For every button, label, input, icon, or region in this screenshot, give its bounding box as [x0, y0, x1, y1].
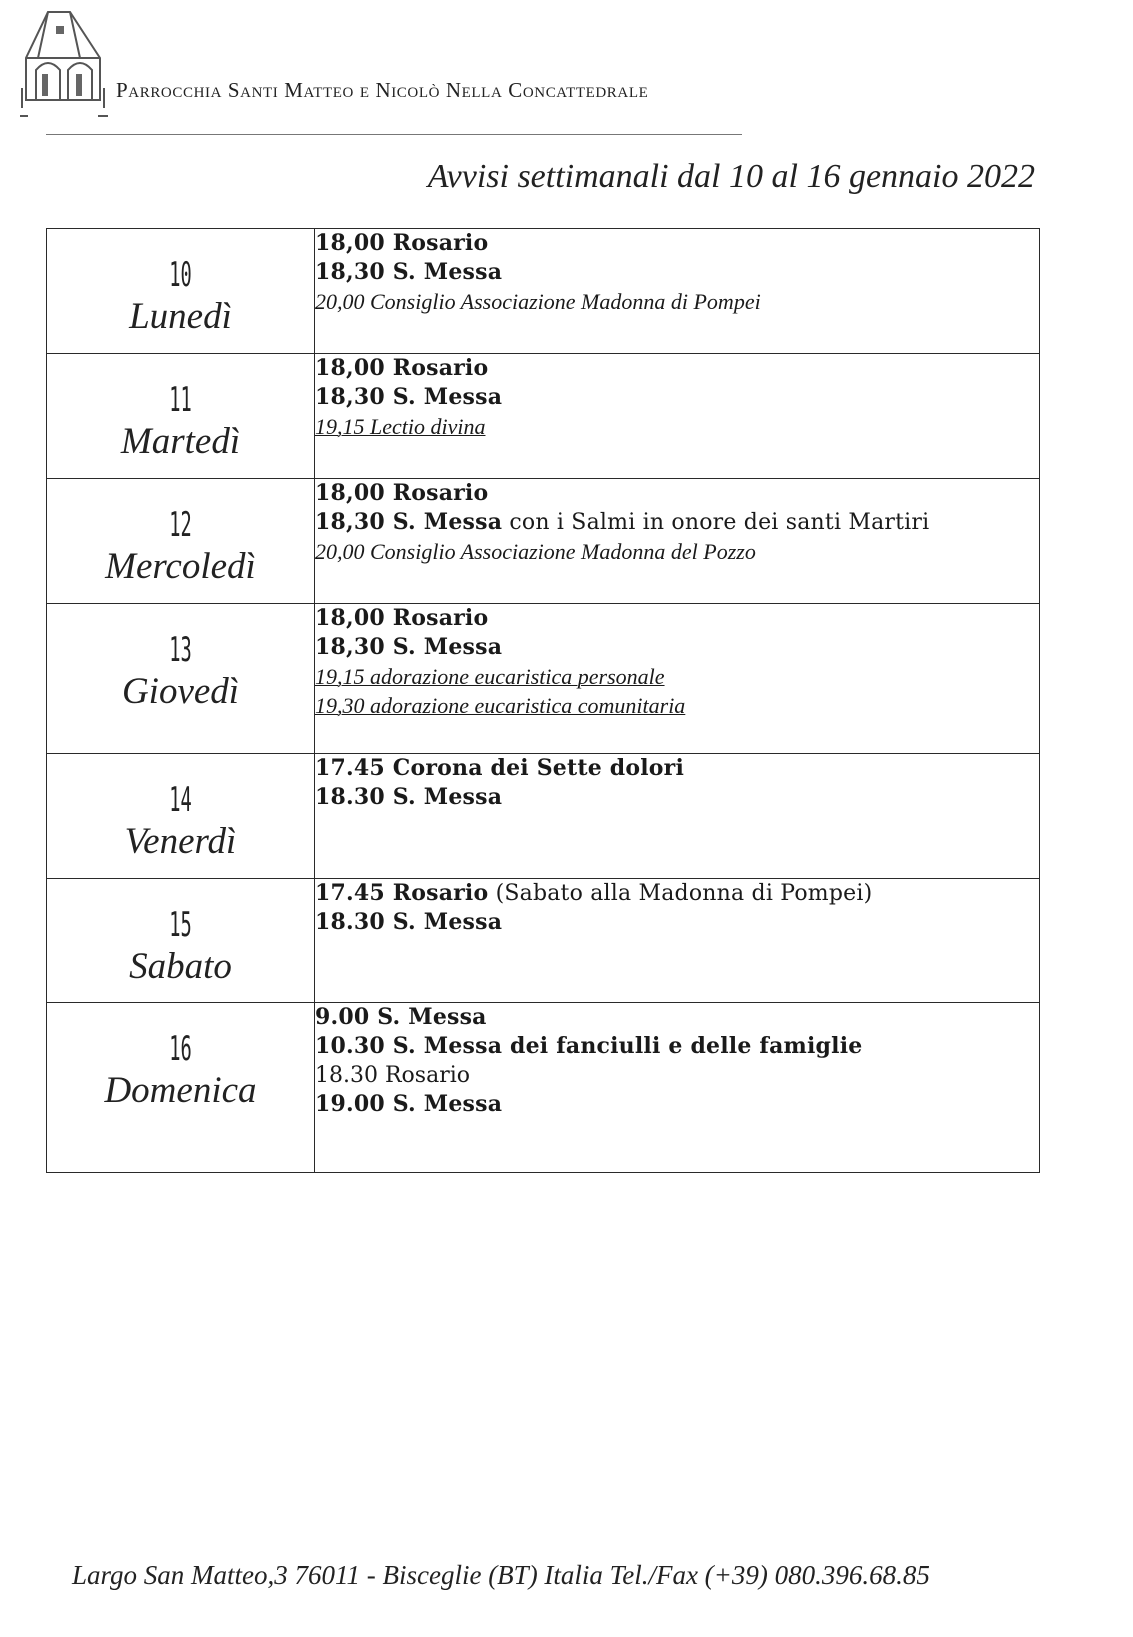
parish-name: Parrocchia Santi Matteo e Nicolò Nella Concattedrale: [116, 78, 649, 102]
event-text: 20,00 Consiglio Associazione Madonna del Pozzo: [315, 539, 756, 564]
day-name: Domenica: [104, 1070, 257, 1111]
event-text: 9.00 S. Messa: [315, 1004, 487, 1030]
event-text: 18.30 S. Messa: [315, 909, 503, 935]
event-item: [315, 1061, 1039, 1090]
day-cell: [47, 479, 315, 604]
event-item: [315, 604, 1039, 633]
event-text: 19,30 adorazione eucaristica comunitaria: [315, 693, 686, 718]
event-item: [315, 412, 1039, 441]
day-number: 13: [169, 630, 192, 670]
church-logo-icon: [18, 8, 110, 126]
schedule-row: [47, 1003, 1040, 1173]
events-cell: [315, 879, 1040, 1003]
events-cell: [315, 604, 1040, 754]
event-text: 19,15 Lectio divina: [315, 414, 486, 439]
day-name: Sabato: [129, 946, 232, 987]
event-text: 18.30 Rosario: [315, 1063, 470, 1088]
event-text: 18,00 Rosario: [315, 605, 489, 631]
day-cell: [47, 604, 315, 754]
day-number: 12: [169, 505, 192, 545]
event-item: [315, 908, 1039, 937]
event-item: [315, 1090, 1039, 1119]
event-text: 18.30 S. Messa: [315, 784, 503, 810]
day-cell: [47, 354, 315, 479]
event-text: 18,00 Rosario: [315, 355, 489, 381]
day-cell: [47, 754, 315, 879]
event-text: 10.30 S. Messa dei fanciulli e delle famiglie: [315, 1033, 863, 1059]
day-number: 10: [169, 255, 192, 295]
event-text: 18,30 S. Messa: [315, 509, 503, 535]
event-text: 19.00 S. Messa: [315, 1091, 503, 1117]
event-item: [315, 633, 1039, 662]
event-item: [315, 258, 1039, 287]
event-text: 20,00 Consiglio Associazione Madonna di Pompei: [315, 289, 761, 314]
event-item: [315, 537, 1039, 566]
events-cell: [315, 354, 1040, 479]
weekly-schedule-table: [46, 228, 1040, 1173]
event-text: 18,30 S. Messa: [315, 634, 503, 660]
event-item: [315, 383, 1039, 412]
header-divider: [46, 134, 742, 135]
day-cell: [47, 1003, 315, 1173]
event-item: [315, 879, 1039, 908]
day-name: Mercoledì: [105, 546, 256, 587]
schedule-row: [47, 229, 1040, 354]
event-item: [315, 229, 1039, 258]
day-cell: [47, 879, 315, 1003]
day-name: Martedì: [120, 421, 241, 462]
schedule-row: [47, 754, 1040, 879]
day-number: 16: [169, 1029, 192, 1069]
week-title: Avvisi settimanali dal 10 al 16 gennaio 2022: [427, 158, 1035, 195]
events-cell: [315, 1003, 1040, 1173]
event-item: [315, 691, 1039, 720]
day-name: Lunedì: [129, 296, 232, 337]
day-number: 15: [169, 905, 192, 945]
day-cell: [47, 229, 315, 354]
events-cell: [315, 754, 1040, 879]
event-text: 17.45 Corona dei Sette dolori: [315, 755, 685, 781]
event-text: 18,30 S. Messa: [315, 259, 503, 285]
event-item: [315, 1032, 1039, 1061]
event-detail: (Sabato alla Madonna di Pompei): [488, 881, 873, 906]
event-item: [315, 287, 1039, 316]
event-text: 18,30 S. Messa: [315, 384, 503, 410]
event-text: 18,00 Rosario: [315, 480, 489, 506]
day-name: Venerdì: [124, 821, 237, 862]
day-number: 14: [169, 780, 192, 820]
day-number: 11: [169, 380, 192, 420]
event-item: [315, 479, 1039, 508]
event-item: [315, 662, 1039, 691]
event-item: [315, 354, 1039, 383]
event-text: 18,00 Rosario: [315, 230, 489, 256]
schedule-row: [47, 354, 1040, 479]
event-item: [315, 783, 1039, 812]
schedule-row: [47, 879, 1040, 1003]
event-item: [315, 508, 1039, 537]
event-detail: con i Salmi in onore dei santi Martiri: [502, 510, 930, 535]
footer-address: Largo San Matteo,3 76011 - Bisceglie (BT) Italia Tel./Fax (+39) 080.396.68.85: [72, 1560, 930, 1590]
day-name: Giovedì: [121, 671, 240, 712]
event-item: [315, 754, 1039, 783]
schedule-row: [47, 479, 1040, 604]
event-item: [315, 1003, 1039, 1032]
event-text: 19,15 adorazione eucaristica personale: [315, 664, 665, 689]
event-text: 17.45 Rosario: [315, 880, 489, 906]
events-cell: [315, 229, 1040, 354]
events-cell: [315, 479, 1040, 604]
schedule-row: [47, 604, 1040, 754]
